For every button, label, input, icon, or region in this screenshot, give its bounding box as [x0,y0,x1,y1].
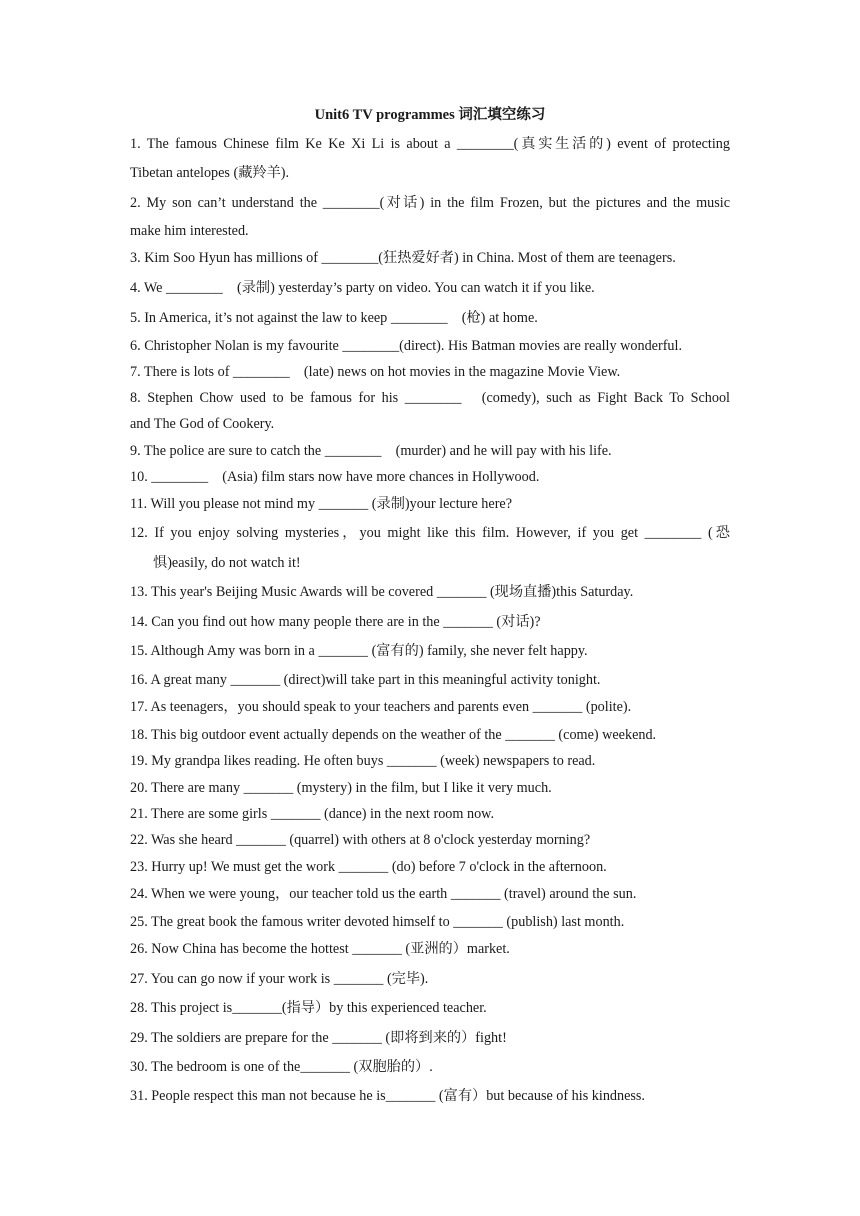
question-15: 15. Although Amy was born in a _______ (富有的) family, she never felt happy. [130,643,588,659]
question-12-line-1: 12. If you enjoy solving mysteries，you might like this film. However, if you get ________ (恐 [130,525,730,541]
question-8-line-1: 8. Stephen Chow used to be famous for his ________ (comedy), such as Fight Back To School [130,390,730,406]
question-1-line-2: Tibetan antelopes (藏羚羊). [130,165,290,181]
question-26: 26. Now China has become the hottest _______ (亚洲的）market. [130,941,510,957]
question-17: 17. As teenagers，you should speak to your teachers and parents even _______ (polite). [130,699,632,715]
question-16: 16. A great many _______ (direct)will take part in this meaningful activity tonight. [130,672,601,688]
question-21: 21. There are some girls _______ (dance) in the next room now. [130,806,495,822]
question-23: 23. Hurry up! We must get the work _______ (do) before 7 o'clock in the afternoon. [130,859,607,875]
question-9: 9. The police are sure to catch the ________ (murder) and he will pay with his life. [130,443,612,459]
question-27: 27. You can go now if your work is _______ (完毕). [130,971,429,987]
question-24: 24. When we were young，our teacher told us the earth _______ (travel) around the sun. [130,886,637,902]
question-6: 6. Christopher Nolan is my favourite ________(direct). His Batman movies are really wonderful. [130,338,682,354]
question-2-line-2: make him interested. [130,223,249,239]
question-4: 4. We ________ (录制) yesterday’s party on video. You can watch it if you like. [130,280,595,296]
question-30: 30. The bedroom is one of the_______ (双胞胎的）. [130,1059,433,1075]
question-3: 3. Kim Soo Hyun has millions of ________(狂热爱好者) in China. Most of them are teenagers. [130,250,676,266]
question-29: 29. The soldiers are prepare for the _______ (即将到来的）fight! [130,1030,507,1046]
question-11: 11. Will you please not mind my _______ (录制)your lecture here? [130,496,513,512]
question-2-line-1: 2. My son can’t understand the ________(对话) in the film Frozen, but the pictures and the music [130,195,730,211]
question-1-line-1: 1. The famous Chinese film Ke Ke Xi Li is about a ________(真实生活的) event of protecting [130,136,730,152]
question-31: 31. People respect this man not because he is_______ (富有）but because of his kindness. [130,1088,645,1104]
question-28: 28. This project is_______(指导）by this experienced teacher. [130,1000,487,1016]
question-22: 22. Was she heard _______ (quarrel) with others at 8 o'clock yesterday morning? [130,832,591,848]
question-25: 25. The great book the famous writer devoted himself to _______ (publish) last month. [130,914,625,930]
question-7: 7. There is lots of ________ (late) news on hot movies in the magazine Movie View. [130,364,621,380]
question-13: 13. This year's Beijing Music Awards will be covered _______ (现场直播)this Saturday. [130,584,634,600]
question-20: 20. There are many _______ (mystery) in the film, but I like it very much. [130,780,552,796]
question-8-line-2: and The God of Cookery. [130,416,275,432]
question-5: 5. In America, it’s not against the law to keep ________ (枪) at home. [130,310,538,326]
question-10: 10. ________ (Asia) film stars now have more chances in Hollywood. [130,469,540,485]
question-14: 14. Can you find out how many people there are in the _______ (对话)? [130,614,541,630]
page-title: Unit6 TV programmes 词汇填空练习 [314,107,546,123]
question-18: 18. This big outdoor event actually depends on the weather of the _______ (come) weekend. [130,727,657,743]
question-19: 19. My grandpa likes reading. He often buys _______ (week) newspapers to read. [130,753,596,769]
question-12-line-2: 惧)easily, do not watch it! [153,555,301,571]
